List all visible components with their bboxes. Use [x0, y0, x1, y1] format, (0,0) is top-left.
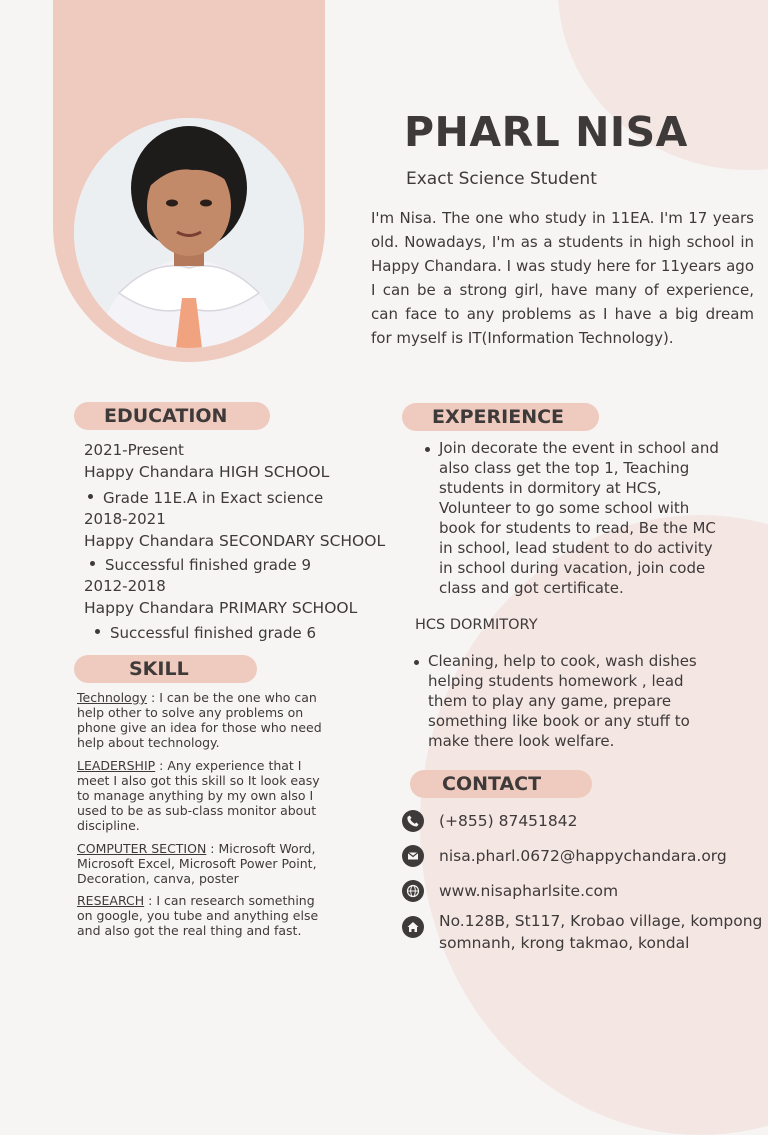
education-detail-3: [84, 624, 316, 642]
bullet-dot: [90, 561, 95, 566]
experience-item-1-text: Join decorate the event in school and also class get the top 1, Teaching students in dormitory at HCS, Volunteer to go some school with book for students to read, Be the MC in school, lead student to do activity in school during vacation, join code class and got certificate.: [439, 439, 719, 597]
profile-photo: [74, 118, 304, 348]
education-detail-1-text: Grade 11E.A in Exact science: [103, 489, 324, 507]
skill-technology: [77, 690, 327, 750]
website-link[interactable]: www.nisapharlsite.com: [439, 882, 619, 900]
skill-leadership-text: : Any experience that I meet I also got this skill so It look easy to manage anything by my own also I used to be as sub-class monitor about discipline.: [77, 758, 320, 833]
address-line-1: No.128B, St117, Krobao village, kompong: [439, 912, 763, 930]
experience-subheading: HCS DORMITORY: [415, 617, 538, 633]
experience-heading: EXPERIENCE: [402, 403, 599, 431]
bullet-dot: [414, 660, 419, 665]
skill-research-title: RESEARCH: [77, 893, 145, 908]
skill-computer: [77, 841, 327, 886]
bullet-dot: [88, 494, 93, 499]
education-school-2: Happy Chandara SECONDARY SCHOOL: [84, 532, 386, 550]
contact-heading: CONTACT: [410, 770, 592, 798]
skill-research: [77, 893, 327, 938]
phone-number[interactable]: (+855) 87451842: [439, 812, 578, 830]
skill-research-text: : I can research something on google, you tube and anything else and also got the real thing and fast.: [77, 893, 319, 938]
phone-icon: [402, 810, 424, 832]
globe-icon: [402, 880, 424, 902]
profile-photo-illustration: [74, 118, 304, 348]
skill-leadership-title: LEADERSHIP: [77, 758, 156, 773]
education-years-1: 2021-Present: [84, 441, 184, 459]
home-icon: [402, 916, 424, 938]
experience-item-1: [439, 438, 729, 598]
experience-item-2: [428, 651, 718, 751]
education-heading: EDUCATION: [74, 402, 270, 430]
education-detail-1: [84, 489, 323, 507]
education-years-2: 2018-2021: [84, 510, 166, 528]
education-school-3: Happy Chandara PRIMARY SCHOOL: [84, 599, 358, 617]
email-icon: [402, 845, 424, 867]
person-name: PHARL NISA: [404, 108, 688, 156]
skill-computer-title: COMPUTER SECTION: [77, 841, 207, 856]
experience-item-2-text: Cleaning, help to cook, wash dishes helping students homework , lead them to play any game, prepare something like book or any stuff to make there look welfare.: [428, 652, 697, 750]
about-paragraph: I'm Nisa. The one who study in 11EA. I'm 17 years old. Nowadays, I'm as a students in high school in Happy Chandara. I was study here for 11years ago I can be a strong girl, have many of experience, can face to any problems as I have a big dream for myself is IT(Information Technology).: [371, 209, 754, 347]
bullet-dot: [95, 629, 100, 634]
address-line-2: somnanh, krong takmao, kondal: [439, 934, 690, 952]
bullet-dot: [425, 447, 430, 452]
skill-heading: SKILL: [74, 655, 257, 683]
skill-technology-text: : I can be the one who can help other to solve any problems on phone give an idea for those who need help about technology.: [77, 690, 322, 750]
email-address[interactable]: nisa.pharl.0672@happychandara.org: [439, 847, 727, 865]
education-school-1: Happy Chandara HIGH SCHOOL: [84, 463, 330, 481]
skill-computer-text: : Microsoft Word, Microsoft Excel, Microsoft Power Point, Decoration, canva, poster: [77, 841, 317, 886]
skill-leadership: [77, 758, 327, 833]
skill-technology-title: Technology: [77, 690, 148, 705]
person-title: Exact Science Student: [406, 169, 597, 189]
education-years-3: 2012-2018: [84, 577, 166, 595]
education-detail-2: [84, 556, 311, 574]
education-detail-3-text: Successful finished grade 6: [110, 624, 317, 642]
education-detail-2-text: Successful finished grade 9: [105, 556, 312, 574]
